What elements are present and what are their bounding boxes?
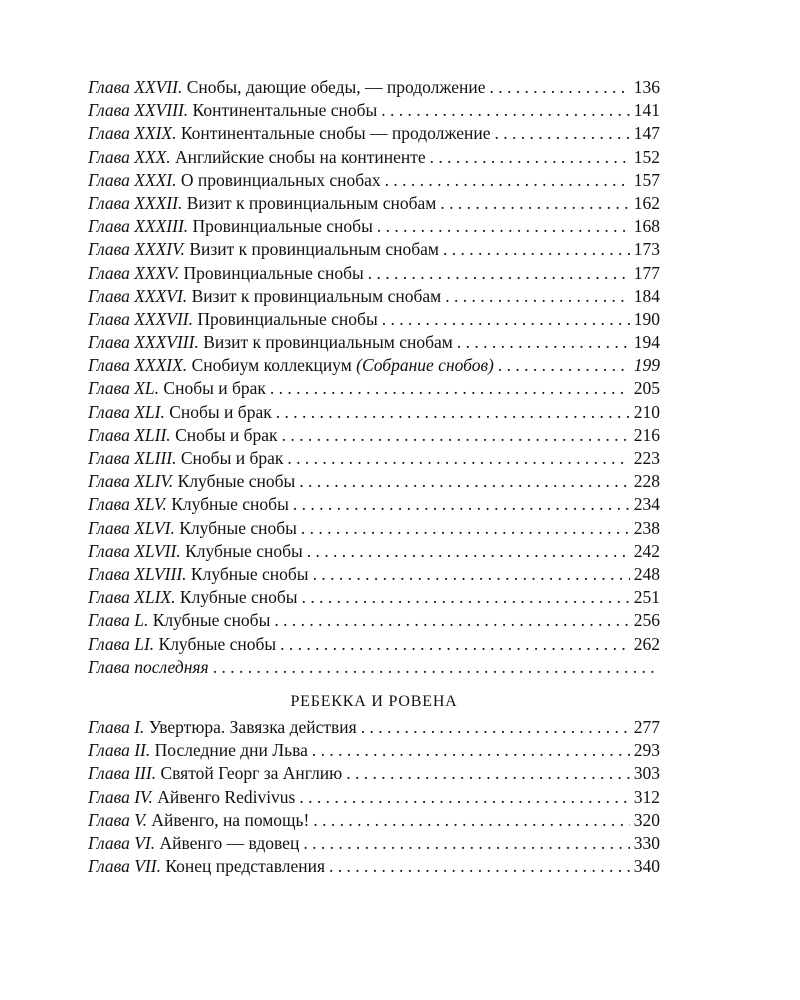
dot-leader (287, 447, 629, 470)
toc-entry[interactable] (88, 215, 660, 238)
chapter-number: Глава XXXII. (88, 192, 183, 213)
dot-leader (301, 517, 630, 540)
dot-leader (361, 716, 630, 739)
page-number: 157 (633, 169, 660, 190)
toc-entry[interactable] (88, 633, 660, 656)
dot-leader (498, 354, 630, 377)
chapter-title: Последние дни Льва (154, 740, 308, 761)
toc-entry-label (88, 716, 357, 739)
toc-entry-label (88, 238, 439, 261)
table-of-contents-rebecca-and-rowena (88, 716, 660, 878)
toc-entry-label (88, 517, 297, 540)
dot-leader (382, 308, 630, 331)
dot-leader (445, 285, 630, 308)
toc-entry-label (88, 377, 266, 400)
dot-leader (490, 76, 630, 99)
toc-entry[interactable] (88, 739, 660, 762)
page-number: 194 (633, 332, 660, 353)
chapter-title: Визит к провинциальным снобам (186, 192, 437, 213)
chapter-number: Глава VII. (88, 856, 161, 877)
toc-entry[interactable] (88, 308, 660, 331)
toc-entry[interactable] (88, 855, 660, 878)
page-number: 199 (633, 355, 660, 376)
dot-leader (270, 377, 630, 400)
dot-leader (440, 192, 629, 215)
dot-leader (307, 540, 630, 563)
toc-entry[interactable] (88, 285, 660, 308)
dot-leader (457, 331, 630, 354)
chapter-number: Глава LI. (88, 633, 155, 654)
toc-entry[interactable] (88, 99, 660, 122)
dot-leader (329, 855, 630, 878)
dot-leader (299, 470, 629, 493)
page-number: 303 (633, 763, 660, 784)
page-number: 210 (633, 401, 660, 422)
toc-entry-label (88, 633, 276, 656)
chapter-title: Клубные снобы (177, 471, 296, 492)
chapter-title: Увертюра. Завязка действия (148, 717, 357, 737)
chapter-title: Провинциальные снобы (197, 308, 378, 329)
toc-entry[interactable] (88, 424, 660, 447)
toc-entry[interactable] (88, 493, 660, 516)
dot-leader (381, 99, 629, 122)
page-number: 162 (633, 192, 660, 213)
toc-entry-label (88, 354, 494, 377)
chapter-number: Глава XL. (88, 378, 160, 399)
page-number: 216 (633, 424, 660, 445)
chapter-title: Снобы и брак (169, 401, 272, 422)
chapter-title: Английские снобы на континенте (175, 146, 426, 167)
table-of-contents (88, 76, 660, 679)
chapter-title: Айвенго Redivivus (157, 786, 296, 807)
dot-leader (346, 762, 630, 785)
toc-entry-label (88, 192, 436, 215)
toc-entry[interactable] (88, 586, 660, 609)
page-number: 277 (633, 717, 660, 737)
page-number: 184 (633, 285, 660, 306)
dot-leader (368, 262, 630, 285)
page-number: 173 (633, 239, 660, 260)
dot-leader (213, 656, 656, 679)
toc-entry[interactable] (88, 238, 660, 261)
chapter-title: О провинциальных снобах (180, 169, 381, 190)
chapter-number: Глава L. (88, 610, 149, 631)
dot-leader (280, 633, 630, 656)
chapter-number: Глава XLIV. (88, 471, 174, 492)
chapter-title: Клубные снобы (171, 494, 289, 515)
chapter-number: Глава V. (88, 809, 148, 830)
chapter-number: Глава I. (88, 717, 145, 737)
toc-entry[interactable] (88, 762, 660, 785)
dot-leader (313, 809, 629, 832)
chapter-title: Клубные снобы (179, 587, 298, 608)
page-number: 136 (633, 77, 660, 97)
page-number: 340 (633, 856, 660, 877)
dot-leader (443, 238, 630, 261)
toc-entry[interactable] (88, 354, 660, 377)
page-number: 248 (633, 563, 660, 584)
chapter-number: Глава XLIII. (88, 448, 177, 468)
page-number: 330 (633, 832, 660, 853)
toc-entry[interactable] (88, 656, 660, 679)
toc-entry-label (88, 493, 289, 516)
chapter-number: Глава XXXIV. (88, 239, 185, 260)
toc-entry[interactable] (88, 540, 660, 563)
chapter-title: Клубные снобы (185, 540, 303, 561)
chapter-number: Глава XLVI. (88, 517, 175, 538)
toc-entry-label (88, 656, 209, 679)
chapter-number: Глава XXIX. (88, 123, 177, 144)
dot-leader (377, 215, 630, 238)
toc-entry-label (88, 609, 270, 632)
chapter-title: Айвенго, на помощь! (151, 809, 310, 830)
chapter-number: Глава XXXIX. (88, 355, 188, 376)
toc-entry-label (88, 424, 278, 447)
page-number: 262 (633, 633, 660, 654)
section-heading: РЕБЕККА И РОВЕНА (290, 693, 458, 710)
dot-leader (303, 832, 629, 855)
toc-entry-label (88, 470, 295, 493)
chapter-number: Глава XXXVI. (88, 285, 188, 306)
chapter-title: Визит к провинциальным снобам (191, 285, 442, 306)
chapter-number: Глава XLVII. (88, 540, 181, 561)
toc-entry[interactable] (88, 517, 660, 540)
toc-entry-label (88, 540, 303, 563)
toc-entry-label (88, 739, 308, 762)
chapter-number: Глава III. (88, 763, 157, 784)
dot-leader (274, 609, 629, 632)
toc-entry-label (88, 786, 295, 809)
chapter-number: Глава XXXVII. (88, 308, 194, 329)
toc-entry[interactable] (88, 609, 660, 632)
page-number: 190 (633, 308, 660, 329)
page-number: 251 (633, 587, 660, 608)
chapter-title: Провинциальные снобы (192, 216, 373, 237)
dot-leader (302, 586, 630, 609)
toc-entry[interactable] (88, 563, 660, 586)
toc-entry[interactable] (88, 146, 660, 169)
page-number: 312 (633, 786, 660, 807)
toc-entry-label (88, 262, 364, 285)
page-number: 320 (633, 809, 660, 830)
page-number: 234 (633, 494, 660, 515)
chapter-title: Провинциальные снобы (183, 262, 364, 283)
page-number: 228 (633, 471, 660, 492)
chapter-number: Глава XXXIII. (88, 216, 189, 237)
chapter-title: Святой Георг за Англию (160, 763, 343, 784)
chapter-number: Глава последняя (88, 656, 209, 677)
toc-entry-label (88, 146, 426, 169)
toc-entry[interactable] (88, 331, 660, 354)
page-number: 242 (633, 540, 660, 561)
page-number: 256 (633, 610, 660, 631)
chapter-number: Глава XLII. (88, 424, 171, 445)
toc-entry-label (88, 855, 325, 878)
chapter-number: Глава XLI. (88, 401, 165, 422)
dot-leader (299, 786, 629, 809)
chapter-title-note: (Собрание снобов) (356, 355, 494, 376)
dot-leader (293, 493, 630, 516)
chapter-number: Глава XXX. (88, 146, 171, 167)
chapter-number: Глава IV. (88, 786, 153, 807)
toc-entry-label (88, 762, 342, 785)
page-number: 141 (633, 100, 660, 121)
toc-entry-label (88, 401, 272, 424)
toc-entry[interactable] (88, 262, 660, 285)
chapter-number: Глава XLIX. (88, 587, 176, 608)
toc-entry-label (88, 122, 491, 145)
chapter-title: Визит к провинциальным снобам (203, 332, 453, 353)
page-number: 177 (633, 262, 660, 283)
chapter-title: Конец представления (165, 856, 326, 877)
chapter-number: Глава XXVII. (88, 77, 183, 97)
toc-entry[interactable] (88, 786, 660, 809)
page-number: 238 (633, 517, 660, 538)
page-number: 205 (633, 378, 660, 399)
page-number: 168 (633, 216, 660, 237)
chapter-number: Глава XXXVIII. (88, 332, 199, 353)
chapter-title: Визит к провинциальным снобам (189, 239, 439, 260)
chapter-number: Глава II. (88, 740, 151, 761)
dot-leader (430, 146, 630, 169)
toc-entry-label (88, 169, 381, 192)
toc-entry-label (88, 215, 373, 238)
toc-entry[interactable] (88, 169, 660, 192)
dot-leader (313, 563, 630, 586)
toc-entry[interactable] (88, 470, 660, 493)
toc-entry[interactable] (88, 401, 660, 424)
chapter-title: Снобы и брак (163, 378, 266, 399)
chapter-title: Снобы, дающие обеды, — продолжение (186, 77, 486, 97)
chapter-title: Снобы и брак (175, 424, 278, 445)
page-number: 223 (633, 448, 660, 468)
chapter-title: Снобы и брак (180, 448, 284, 468)
toc-entry-label (88, 586, 298, 609)
page-number: 152 (633, 146, 660, 167)
toc-entry[interactable] (88, 377, 660, 400)
toc-entry-label (88, 76, 486, 99)
dot-leader (282, 424, 630, 447)
chapter-title: Клубные снобы (152, 610, 271, 631)
page-number: 147 (633, 123, 660, 144)
chapter-title: Клубные снобы (179, 517, 297, 538)
toc-entry[interactable] (88, 809, 660, 832)
toc-entry[interactable] (88, 447, 660, 470)
toc-entry-label (88, 308, 378, 331)
toc-entry-label (88, 331, 453, 354)
chapter-number: Глава VI. (88, 832, 156, 853)
chapter-number: Глава XLVIII. (88, 563, 187, 584)
toc-entry-label (88, 809, 309, 832)
toc-entry-label (88, 99, 377, 122)
toc-entry[interactable] (88, 122, 660, 145)
chapter-number: Глава XXXV. (88, 262, 180, 283)
toc-entry[interactable] (88, 716, 660, 739)
toc-entry[interactable] (88, 832, 660, 855)
chapter-title: Континентальные снобы — продолжение (180, 123, 491, 144)
toc-entry[interactable] (88, 192, 660, 215)
toc-entry-label (88, 447, 283, 470)
page-number: 293 (633, 740, 660, 761)
toc-entry[interactable] (88, 76, 660, 99)
toc-entry-label (88, 563, 309, 586)
chapter-title: Клубные снобы (158, 633, 277, 654)
dot-leader (312, 739, 630, 762)
chapter-title: Айвенго — вдовец (159, 832, 300, 853)
dot-leader (495, 122, 630, 145)
toc-entry-label (88, 832, 299, 855)
dot-leader (385, 169, 630, 192)
toc-entry-label (88, 285, 441, 308)
chapter-title: Клубные снобы (190, 563, 309, 584)
chapter-title: Снобиум коллекциум (191, 355, 352, 376)
chapter-title: Континентальные снобы (192, 100, 378, 121)
dot-leader (276, 401, 630, 424)
chapter-number: Глава XLV. (88, 494, 167, 515)
chapter-number: Глава XXXI. (88, 169, 177, 190)
chapter-number: Глава XXVIII. (88, 100, 189, 121)
